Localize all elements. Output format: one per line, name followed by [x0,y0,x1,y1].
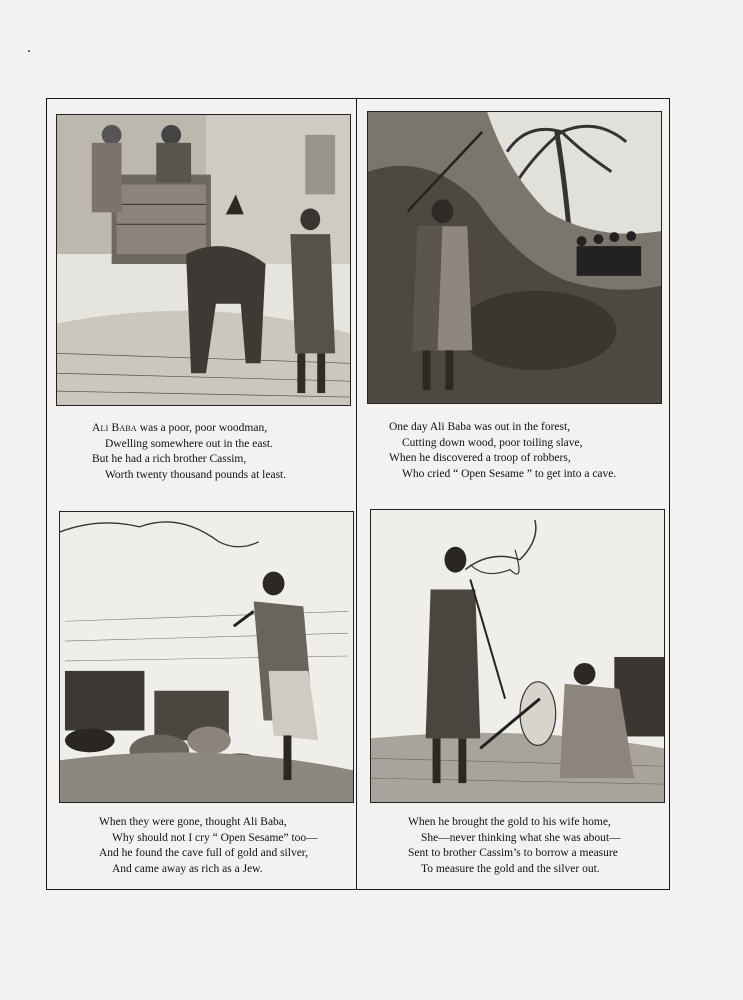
column-divider [356,98,357,890]
verse-line: Why should not I cry “ Open Sesame” too— [112,831,318,844]
verse-panel-3 [99,815,318,877]
verse-line: And he found the cave full of gold and silver, [99,847,309,859]
verse-line: One day Ali Baba was out in the forest, [389,421,571,433]
verse-line: Cutting down wood, poor toiling slave, [402,436,583,449]
cave-engraving [60,512,353,802]
forest-engraving [368,112,661,403]
verse-line [92,421,286,437]
verse-line: When he brought the gold to his wife home, [408,816,611,828]
verse-panel-1 [92,421,286,483]
home-engraving [371,510,664,802]
verse-line: And came away as rich as a Jew. [112,862,263,875]
verse-line: Worth twenty thousand pounds at least. [105,468,287,481]
verse-line: But he had a rich brother Cassim, [92,453,247,465]
verse-line: When he discovered a troop of robbers, [389,452,571,464]
verse-line: When they were gone, thought Ali Baba, [99,816,287,828]
verse-panel-2 [389,420,616,482]
verse-line: Who cried “ Open Sesame ” to get into a cave. [402,467,617,480]
illustration-woodman-with-donkeys [56,114,351,406]
verse-line: Sent to brother Cassim’s to borrow a measure [408,847,618,859]
verse-text: was a poor, poor woodman, [136,422,268,434]
illustration-gold-at-home [370,509,665,803]
verse-line: Dwelling somewhere out in the east. [105,437,273,450]
illustration-forest-robbers [367,111,662,404]
woodman-engraving [57,115,350,405]
verse-panel-4 [408,815,621,877]
illustration-cave-treasure [59,511,354,803]
paper-speck [28,50,30,52]
name-small-caps: Ali Baba [92,422,137,434]
verse-line: She—never thinking what she was about— [421,831,621,844]
verse-line: To measure the gold and the silver out. [421,862,600,875]
